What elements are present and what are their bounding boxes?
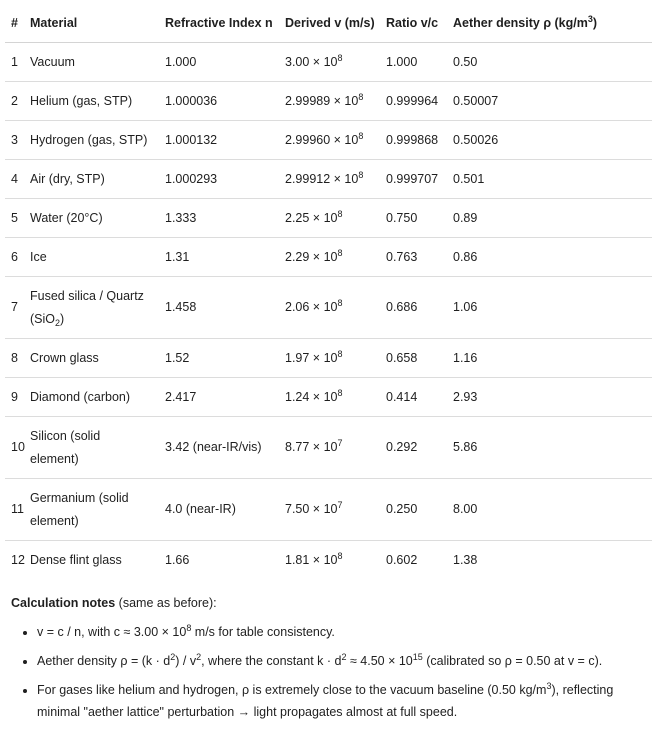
v-mantissa: 1.81 × 10 xyxy=(285,552,338,567)
note-bullet-density xyxy=(37,650,656,672)
v-exponent: 8 xyxy=(337,348,343,359)
note-sup: 2 xyxy=(170,652,176,662)
v-mantissa: 1.24 × 10 xyxy=(285,389,338,404)
cell-material: Dense flint glass xyxy=(30,552,122,567)
cell-v xyxy=(279,277,380,339)
cell-rho: 0.86 xyxy=(447,238,652,277)
note-sup: 3 xyxy=(546,681,552,691)
header-rho-prefix: Aether density xyxy=(453,16,544,30)
cell-material: Ice xyxy=(24,238,159,277)
cell-ratio: 0.999868 xyxy=(380,121,447,160)
header-material: Material xyxy=(24,4,159,43)
header-refractive-index: Refractive Index n xyxy=(159,4,279,43)
cell-rho: 1.16 xyxy=(447,339,652,378)
material-line-1: Fused silica / Quartz xyxy=(30,288,144,303)
cell-material xyxy=(24,479,159,541)
cell-ratio: 1.000 xyxy=(380,43,447,82)
cell-material: Vacuum xyxy=(24,43,159,82)
note-sup: 2 xyxy=(196,652,202,662)
v-mantissa: 2.06 × 10 xyxy=(285,300,338,314)
cell-n: 1.000293 xyxy=(159,160,279,199)
v-mantissa: 2.99960 × 10 xyxy=(285,132,359,147)
note-text: (calibrated so ρ = 0.50 at v = c). xyxy=(422,654,603,668)
note-text: ) / v xyxy=(175,654,197,668)
table-row xyxy=(5,199,652,238)
cell-rho: 1.38 xyxy=(453,552,478,567)
cell-rho: 0.50 xyxy=(447,43,652,82)
cell-material xyxy=(24,277,159,339)
cell-v xyxy=(279,82,380,121)
cell-num: 12 xyxy=(11,552,25,567)
aether-density-table xyxy=(5,4,652,579)
cell-n: 2.417 xyxy=(159,378,279,417)
table-row xyxy=(5,378,652,417)
notes-title-bold: Calculation notes xyxy=(11,596,116,610)
v-mantissa: 8.77 × 10 xyxy=(285,440,338,454)
header-num: # xyxy=(5,4,24,43)
data-table-container xyxy=(5,4,652,579)
v-exponent: 8 xyxy=(358,91,364,102)
table-row xyxy=(5,238,652,277)
material-line-2-close: ) xyxy=(60,311,65,326)
cell-material: Crown glass xyxy=(24,339,159,378)
note-text: m/s for table consistency. xyxy=(191,625,335,639)
header-rho-symbol: ρ xyxy=(543,16,552,30)
v-exponent: 7 xyxy=(337,500,343,510)
v-exponent: 7 xyxy=(337,438,343,448)
cell-ratio: 0.763 xyxy=(380,238,447,277)
cell-ratio: 0.250 xyxy=(380,479,447,541)
material-line-2: (SiO xyxy=(30,311,55,326)
header-derived-velocity: Derived v (m/s) xyxy=(279,4,380,43)
v-mantissa: 2.99912 × 10 xyxy=(285,171,359,186)
cell-num: 7 xyxy=(5,277,24,339)
cell-v xyxy=(279,121,380,160)
material-line-2: element) xyxy=(30,513,79,528)
note-bullet-gases xyxy=(37,679,656,723)
cell-num: 9 xyxy=(5,378,24,417)
v-exponent: 8 xyxy=(337,208,343,219)
table-row xyxy=(5,541,652,580)
header-rho-unit: (kg/m xyxy=(551,16,588,30)
cell-ratio: 0.686 xyxy=(380,277,447,339)
header-rho-unit-close: ) xyxy=(592,16,598,30)
cell-n: 4.0 (near-IR) xyxy=(159,479,279,541)
note-text: ), reflecting minimal "aether lattice" perturbation → light propagates almost at full speed. xyxy=(37,683,614,719)
v-exponent: 8 xyxy=(337,550,343,561)
material-subscript: 2 xyxy=(55,317,61,328)
cell-n: 3.42 (near-IR/vis) xyxy=(159,417,279,479)
notes-title xyxy=(11,591,656,615)
notes-list xyxy=(11,621,656,723)
cell-ratio: 0.999964 xyxy=(380,82,447,121)
note-sup: 2 xyxy=(341,652,347,662)
cell-rho: 1.06 xyxy=(447,277,652,339)
note-sup: 8 xyxy=(186,623,192,633)
table-row xyxy=(5,82,652,121)
table-row xyxy=(5,339,652,378)
cell-v xyxy=(279,160,380,199)
cell-n: 1.66 xyxy=(165,552,190,567)
v-exponent: 8 xyxy=(337,52,343,63)
cell-num: 3 xyxy=(5,121,24,160)
cell-v xyxy=(279,479,380,541)
cell-rho: 0.89 xyxy=(447,199,652,238)
cell-ratio: 0.414 xyxy=(380,378,447,417)
cell-v xyxy=(279,417,380,479)
cell-ratio: 0.999707 xyxy=(380,160,447,199)
note-bullet-velocity xyxy=(37,621,656,643)
cell-n: 1.000132 xyxy=(159,121,279,160)
cell-v xyxy=(279,43,380,82)
cell-n: 1.31 xyxy=(159,238,279,277)
table-row xyxy=(5,479,652,541)
note-text: ≈ 4.50 × 10 xyxy=(346,654,413,668)
v-mantissa: 1.97 × 10 xyxy=(285,350,338,365)
cell-material xyxy=(24,417,159,479)
cell-rho: 2.93 xyxy=(447,378,652,417)
cell-num: 10 xyxy=(5,417,24,479)
header-aether-density xyxy=(447,4,652,43)
note-text: For gases like helium and hydrogen, ρ is extremely close to the vacuum baseline (0.50 kg/m xyxy=(37,683,547,697)
v-exponent: 8 xyxy=(358,169,364,180)
v-exponent: 8 xyxy=(358,130,364,141)
material-line-1: Silicon (solid xyxy=(30,428,101,443)
cell-ratio: 0.292 xyxy=(380,417,447,479)
cell-v xyxy=(279,199,380,238)
cell-ratio: 0.658 xyxy=(380,339,447,378)
cell-n: 1.458 xyxy=(159,277,279,339)
note-text: v = c / n, with c ≈ 3.00 × 10 xyxy=(37,625,187,639)
cell-num: 2 xyxy=(5,82,24,121)
v-exponent: 8 xyxy=(337,247,343,258)
calculation-notes xyxy=(11,591,656,730)
cell-ratio: 0.750 xyxy=(380,199,447,238)
cell-n: 1.333 xyxy=(159,199,279,238)
note-text: Aether density ρ = (k · d xyxy=(37,654,171,668)
v-mantissa: 3.00 × 10 xyxy=(285,54,338,69)
notes-title-rest: (same as before): xyxy=(115,596,217,610)
cell-v xyxy=(279,378,380,417)
v-mantissa: 2.99989 × 10 xyxy=(285,93,359,108)
cell-material: Hydrogen (gas, STP) xyxy=(24,121,159,160)
material-line-1: Germanium (solid xyxy=(30,490,129,505)
v-mantissa: 2.25 × 10 xyxy=(285,210,338,225)
v-mantissa: 2.29 × 10 xyxy=(285,249,338,264)
cell-material: Diamond (carbon) xyxy=(24,378,159,417)
cell-num: 5 xyxy=(5,199,24,238)
cell-v xyxy=(279,339,380,378)
v-mantissa: 7.50 × 10 xyxy=(285,502,338,516)
cell-rho: 5.86 xyxy=(447,417,652,479)
table-row xyxy=(5,121,652,160)
cell-n: 1.52 xyxy=(159,339,279,378)
cell-rho: 0.50007 xyxy=(447,82,652,121)
cell-rho: 0.501 xyxy=(447,160,652,199)
cell-material: Helium (gas, STP) xyxy=(24,82,159,121)
cell-v xyxy=(279,238,380,277)
note-text: , where the constant k · d xyxy=(201,654,342,668)
note-sup: 15 xyxy=(412,652,423,662)
header-rho-unit-sup: 3 xyxy=(587,14,593,24)
cell-n: 1.000036 xyxy=(159,82,279,121)
cell-material: Air (dry, STP) xyxy=(24,160,159,199)
cell-num: 8 xyxy=(5,339,24,378)
cell-num: 4 xyxy=(5,160,24,199)
table-header-row xyxy=(5,4,652,43)
cell-rho: 0.50026 xyxy=(447,121,652,160)
cell-num: 11 xyxy=(5,479,24,541)
cell-num: 6 xyxy=(5,238,24,277)
table-row xyxy=(5,160,652,199)
cell-num: 1 xyxy=(5,43,24,82)
v-exponent: 8 xyxy=(337,387,343,398)
header-ratio: Ratio v/c xyxy=(380,4,447,43)
table-row xyxy=(5,417,652,479)
cell-ratio: 0.602 xyxy=(386,552,418,567)
cell-rho: 8.00 xyxy=(447,479,652,541)
cell-material: Water (20°C) xyxy=(24,199,159,238)
material-line-2: element) xyxy=(30,451,79,466)
table-row xyxy=(5,43,652,82)
cell-v xyxy=(279,541,380,580)
v-exponent: 8 xyxy=(337,298,343,308)
table-row xyxy=(5,277,652,339)
cell-n: 1.000 xyxy=(159,43,279,82)
